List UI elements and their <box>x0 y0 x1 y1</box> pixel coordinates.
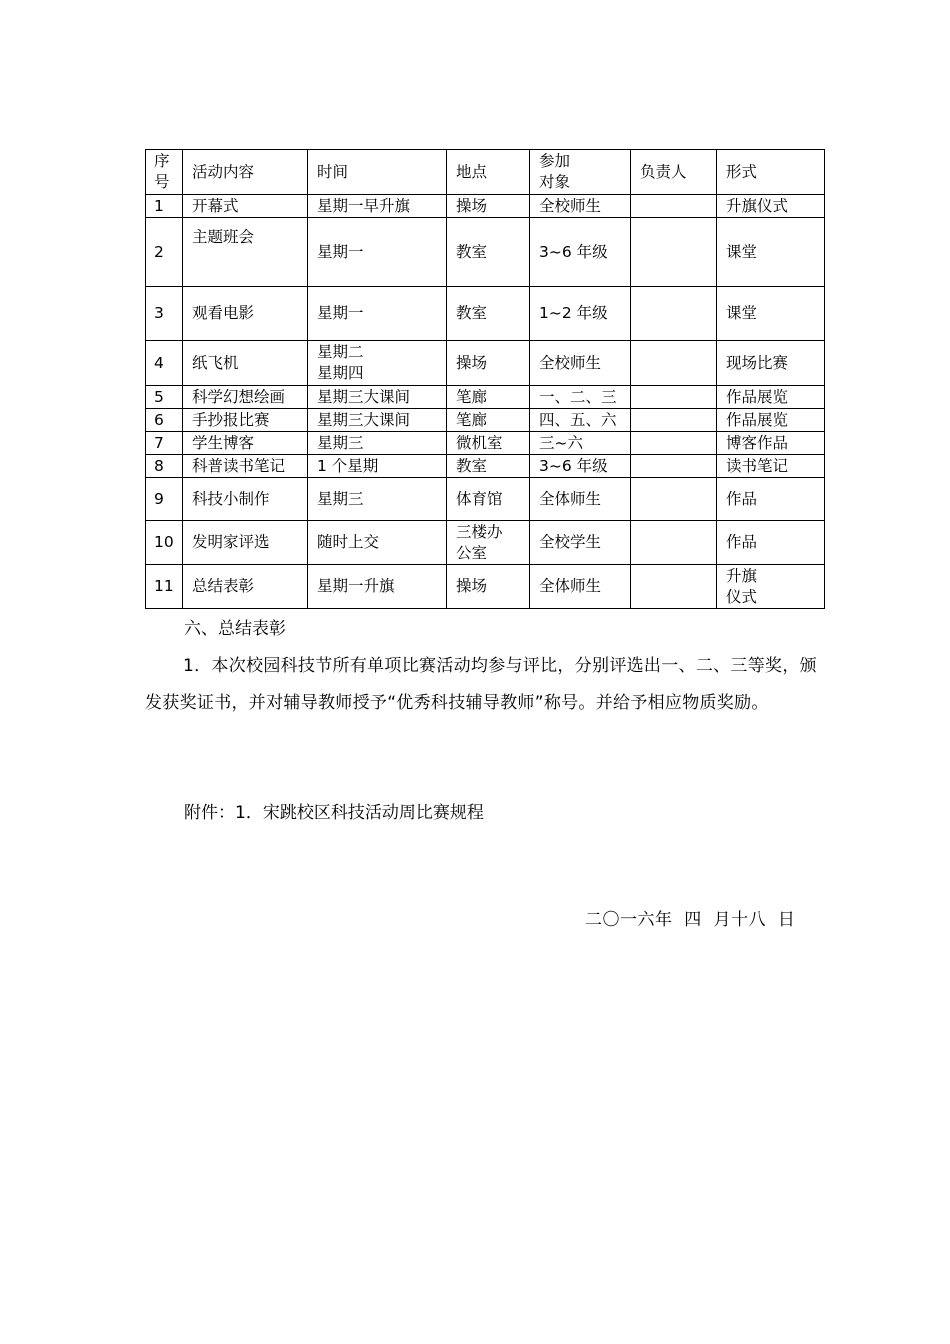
table-cell: 一、二、三 <box>530 386 631 409</box>
header-cell: 活动内容 <box>183 150 308 195</box>
table-cell: 5 <box>146 386 183 409</box>
header-cell: 序 号 <box>146 150 183 195</box>
table-cell: 科学幻想绘画 <box>183 386 308 409</box>
table-cell: 笔廊 <box>447 409 530 432</box>
table-cell: 随时上交 <box>308 521 447 565</box>
table-cell: 四、五、六 <box>530 409 631 432</box>
table-cell: 开幕式 <box>183 195 308 218</box>
table-cell: 1 个星期 <box>308 455 447 478</box>
table-cell: 课堂 <box>717 287 825 341</box>
table-cell: 8 <box>146 455 183 478</box>
table-cell: 发明家评选 <box>183 521 308 565</box>
header-cell: 参加 对象 <box>530 150 631 195</box>
header-cell: 地点 <box>447 150 530 195</box>
table-cell: 3 <box>146 287 183 341</box>
table-cell: 全校师生 <box>530 195 631 218</box>
table-cell: 6 <box>146 409 183 432</box>
table-cell: 10 <box>146 521 183 565</box>
table-cell: 星期三 <box>308 478 447 521</box>
table-cell: 星期一 <box>308 218 447 287</box>
body-paragraph: 1．本次校园科技节所有单项比赛活动均参与评比，分别评选出一、二、三等奖，颁发获奖证书，并对辅导教师授予“优秀科技辅导教师”称号。并给予相应物质奖励。 <box>145 656 817 713</box>
table-cell <box>631 195 717 218</box>
table-cell: 星期二 星期四 <box>308 341 447 386</box>
table-row <box>146 195 825 218</box>
table-cell: 3~6 年级 <box>530 218 631 287</box>
table-cell: 笔廊 <box>447 386 530 409</box>
table-cell: 操场 <box>447 341 530 386</box>
table-cell <box>631 409 717 432</box>
table-cell: 三楼办 公室 <box>447 521 530 565</box>
table-cell: 纸飞机 <box>183 341 308 386</box>
table-cell: 3~6 年级 <box>530 455 631 478</box>
table-cell: 升旗仪式 <box>717 195 825 218</box>
table-cell: 作品展览 <box>717 386 825 409</box>
table-cell: 全体师生 <box>530 478 631 521</box>
table-cell: 三~六 <box>530 432 631 455</box>
table-cell: 星期三大课间 <box>308 409 447 432</box>
table-cell: 体育馆 <box>447 478 530 521</box>
table-row <box>146 432 825 455</box>
table-cell: 全校学生 <box>530 521 631 565</box>
activity-schedule-table <box>145 149 825 609</box>
table-cell: 作品 <box>717 478 825 521</box>
table-cell: 9 <box>146 478 183 521</box>
table-header-row <box>146 150 825 195</box>
table-cell: 全校师生 <box>530 341 631 386</box>
table-cell: 总结表彰 <box>183 565 308 609</box>
table-cell: 学生博客 <box>183 432 308 455</box>
table-cell <box>631 386 717 409</box>
table-row <box>146 521 825 565</box>
attachment-line: 附件：1．宋跳校区科技活动周比赛规程 <box>184 803 484 823</box>
table-cell: 星期三大课间 <box>308 386 447 409</box>
table-cell: 博客作品 <box>717 432 825 455</box>
table-cell: 微机室 <box>447 432 530 455</box>
table-cell: 操场 <box>447 195 530 218</box>
table-cell <box>631 218 717 287</box>
document-date: 二〇一六年 四 月十八 日 <box>585 910 796 930</box>
table-cell: 科普读书笔记 <box>183 455 308 478</box>
table-cell: 手抄报比赛 <box>183 409 308 432</box>
table-cell: 1 <box>146 195 183 218</box>
table-cell: 星期一早升旗 <box>308 195 447 218</box>
header-cell: 形式 <box>717 150 825 195</box>
table-row <box>146 386 825 409</box>
table-cell <box>631 455 717 478</box>
table-cell: 4 <box>146 341 183 386</box>
table-cell: 升旗 仪式 <box>717 565 825 609</box>
table-cell: 操场 <box>447 565 530 609</box>
table-cell: 教室 <box>447 287 530 341</box>
header-cell: 负责人 <box>631 150 717 195</box>
table-cell: 读书笔记 <box>717 455 825 478</box>
table-cell: 观看电影 <box>183 287 308 341</box>
table-row <box>146 478 825 521</box>
table-cell: 科技小制作 <box>183 478 308 521</box>
table-row <box>146 455 825 478</box>
table-cell: 课堂 <box>717 218 825 287</box>
table-cell: 作品展览 <box>717 409 825 432</box>
table-row <box>146 341 825 386</box>
table-row <box>146 218 825 287</box>
table-cell <box>631 341 717 386</box>
table-row <box>146 287 825 341</box>
table-cell: 7 <box>146 432 183 455</box>
table-cell: 11 <box>146 565 183 609</box>
table-cell <box>631 287 717 341</box>
table-cell <box>631 432 717 455</box>
table-row <box>146 409 825 432</box>
table-cell: 星期一 <box>308 287 447 341</box>
table-cell: 星期三 <box>308 432 447 455</box>
table-cell: 星期一升旗 <box>308 565 447 609</box>
table-row <box>146 565 825 609</box>
table-cell <box>631 565 717 609</box>
table-cell: 1~2 年级 <box>530 287 631 341</box>
header-cell: 时间 <box>308 150 447 195</box>
table-cell <box>631 521 717 565</box>
table-cell: 现场比赛 <box>717 341 825 386</box>
table-cell: 全体师生 <box>530 565 631 609</box>
table-cell: 教室 <box>447 455 530 478</box>
table-cell: 2 <box>146 218 183 287</box>
table-cell: 主题班会 <box>183 218 308 287</box>
section-title: 六、总结表彰 <box>184 619 286 639</box>
table-cell: 作品 <box>717 521 825 565</box>
table-cell: 教室 <box>447 218 530 287</box>
table-cell <box>631 478 717 521</box>
